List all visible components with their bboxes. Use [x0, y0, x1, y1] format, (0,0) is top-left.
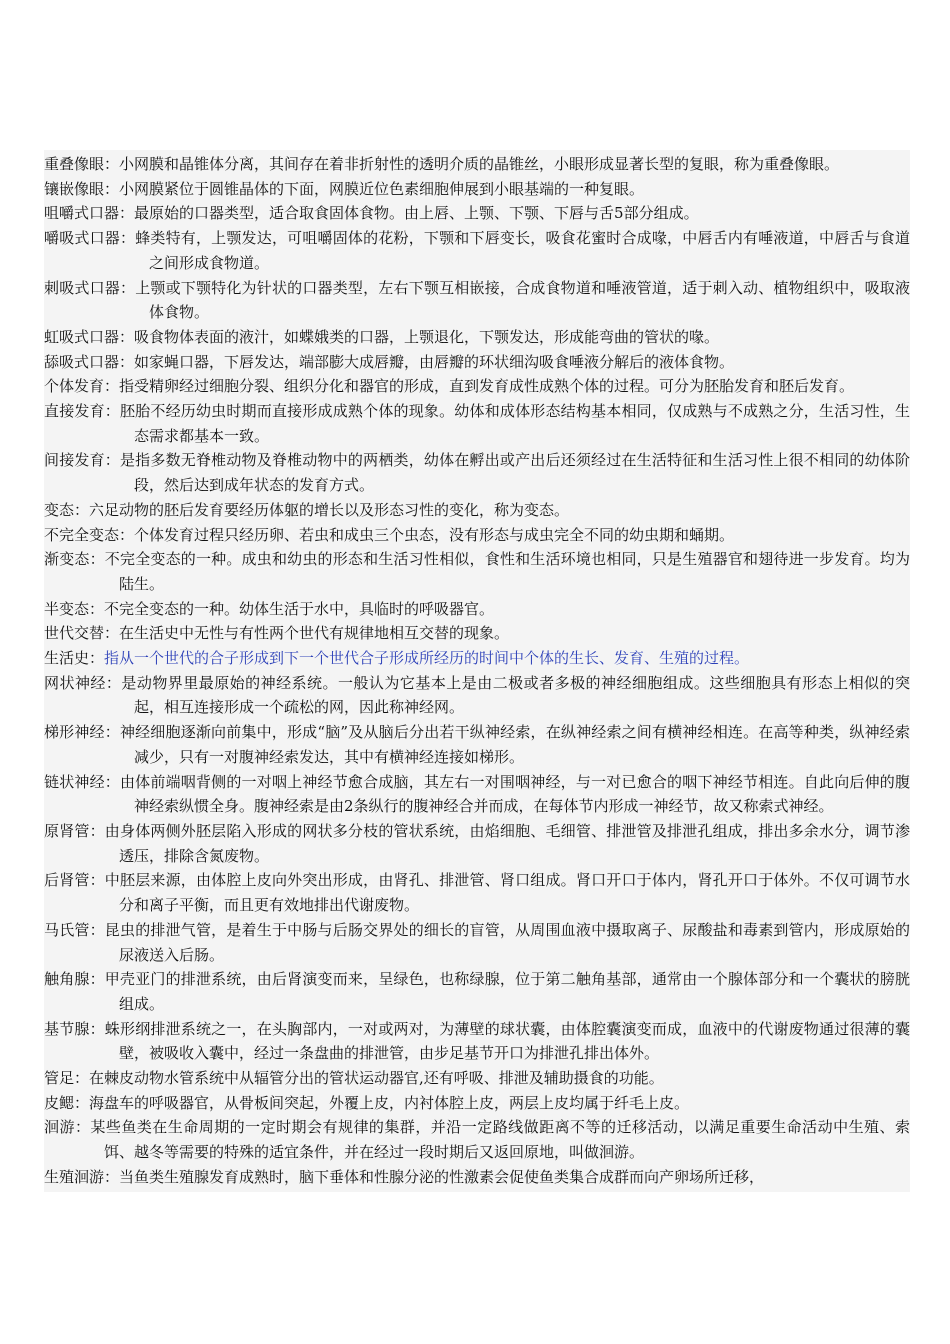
glossary-term: 间接发育： [44, 451, 120, 470]
glossary-definition: 某些鱼类在生命周期的一定时期会有规律的集群，并沿一定路线做距离不等的迁移活动，以满足重要生命活动中生殖、索饵、越冬等需要的特殊的适宜条件，并在经过一段时期后又返回原地，叫做洄游。 [90, 1118, 910, 1162]
glossary-term: 触角腺： [44, 970, 105, 989]
glossary-term: 嚼吸式口器： [44, 229, 136, 248]
glossary-definition: 由体前端咽背侧的一对咽上神经节愈合成脑，其左右一对围咽神经，与一对已愈合的咽下神经节相连。自此向后伸的腹神经索纵惯全身。腹神经索是由2条纵行的腹神经合并而成，在每体节内形成一神经节，故又称索式神经。 [119, 772, 910, 816]
glossary-term: 后肾管： [44, 871, 105, 890]
glossary-term: 生活史： [44, 649, 105, 668]
glossary-entry [44, 1091, 910, 1116]
glossary-term: 舔吸式口器： [44, 352, 135, 371]
glossary-entry [44, 152, 910, 177]
glossary-definition: 神经细胞逐渐向前集中，形成“脑”及从脑后分出若干纵神经索，在纵神经索之间有横神经相连。在高等种类，纵神经索减少，只有一对腹神经索发达，其中有横神经连接如梯形。 [119, 723, 910, 766]
glossary-definition: 海盘车的呼吸器官，从骨板间突起，外覆上皮，内衬体腔上皮，两层上皮均属于纤毛上皮。 [89, 1093, 690, 1112]
glossary-entry [44, 498, 910, 523]
glossary-entry [44, 374, 910, 399]
glossary-term: 变态： [44, 500, 90, 519]
glossary-entry [44, 770, 910, 819]
glossary-term: 世代交替： [44, 624, 120, 643]
glossary-entry [44, 201, 910, 226]
glossary-term: 网状神经： [44, 673, 122, 692]
glossary-definition: 是动物界里最原始的神经系统。一般认为它基本上是由二极或者多极的神经细胞组成。这些细胞具有形态上相似的突起，相互连接形成一个疏松的网，因此称神经网。 [121, 673, 910, 717]
glossary-entry [44, 177, 910, 202]
glossary-term: 镶嵌像眼： [44, 179, 120, 198]
glossary-term: 链状神经： [44, 772, 120, 791]
glossary-definition: 甲壳亚门的排泄系统，由后肾演变而来，呈绿色，也称绿腺，位于第二触角基部，通常由一个腺体部分和一个囊状的膀胱组成。 [104, 970, 910, 1013]
glossary-definition: 最原始的口器类型，适合取食固体食物。由上唇、上颚、下颚、下唇与舌5部分组成。 [134, 204, 699, 223]
glossary-term: 直接发育： [44, 402, 120, 421]
glossary-entry [44, 918, 910, 967]
glossary-term: 管足： [44, 1069, 90, 1088]
glossary-text-block [44, 150, 910, 1192]
glossary-definition: 个体发育过程只经历卵、若虫和成虫三个虫态，没有形态与成虫完全不同的幼虫期和蛹期。 [134, 525, 735, 544]
glossary-term: 重叠像眼： [44, 155, 120, 173]
glossary-entry [44, 226, 910, 275]
glossary-definition: 如家蝇口器，下唇发达，端部膨大成唇瓣，由唇瓣的环状细沟吸食唾液分解后的液体食物。 [134, 352, 735, 371]
glossary-entry [44, 523, 910, 548]
glossary-definition: 指受精卵经过细胞分裂、组织分化和器官的形成，直到发育成性成熟个体的过程。可分为胚胎发育和胚后发育。 [119, 377, 855, 396]
glossary-entry [44, 325, 910, 350]
glossary-term: 渐变态： [44, 550, 105, 569]
glossary-entry [44, 276, 910, 325]
glossary-term: 咀嚼式口器： [44, 204, 135, 223]
glossary-definition: 昆虫的排泄气管，是着生于中肠与后肠交界处的细长的盲管，从周围血液中摄取离子、尿酸盐和毒素到管内，形成原始的尿液送入后肠。 [104, 920, 910, 964]
glossary-term: 梯形神经： [44, 723, 120, 742]
glossary-term: 基节腺： [44, 1019, 105, 1038]
glossary-definition: 蜂类特有，上颚发达，可咀嚼固体的花粉，下颚和下唇变长，吸食花蜜时合成喙，中唇舌内有唾液道，中唇舌与食道之间形成食物道。 [135, 229, 910, 272]
glossary-definition: 中胚层来源，由体腔上皮向外突出形成，由肾孔、排泄管、肾口组成。肾口开口于体内，肾孔开口于体外。不仅可调节水分和离子平衡，而且更有效地排出代谢废物。 [104, 871, 910, 915]
glossary-entry [44, 646, 910, 671]
glossary-term: 洄游： [44, 1118, 91, 1137]
glossary-definition: 指从一个世代的合子形成到下一个世代合子形成所经历的时间中个体的生长、发育、生殖的过程。 [104, 649, 750, 668]
glossary-entry [44, 868, 910, 917]
glossary-definition: 胚胎不经历幼虫时期而直接形成成熟个体的现象。幼体和成体形态结构基本相同，仅成熟与不成熟之分，生活习性，生态需求都基本一致。 [119, 402, 910, 445]
glossary-definition: 蛛形纲排泄系统之一，在头胸部内，一对或两对，为薄壁的球状囊，由体腔囊演变而成，血液中的代谢废物通过很薄的囊壁，被吸收入囊中，经过一条盘曲的排泄管，由步足基节开口为排泄孔排出体外。 [104, 1019, 910, 1063]
glossary-entry [44, 671, 910, 720]
glossary-term: 半变态： [44, 599, 105, 618]
glossary-definition: 由身体两侧外胚层陷入形成的网状多分枝的管状系统，由焰细胞、毛细管、排泄管及排泄孔组成，排出多余水分，调节渗透压，排除含氮废物。 [104, 821, 910, 865]
glossary-definition: 上颚或下颚特化为针状的口器类型，左右下颚互相嵌接，合成食物道和唾液管道，适于刺入动、植物组织中，吸取液体食物。 [135, 278, 910, 322]
glossary-entry [44, 621, 910, 646]
glossary-term: 生殖洄游： [44, 1167, 120, 1186]
glossary-definition: 是指多数无脊椎动物及脊椎动物中的两栖类，幼体在孵出或产出后还须经过在生活特征和生活习性上很不相同的幼体阶段，然后达到成年状态的发育方式。 [119, 451, 910, 495]
glossary-definition: 不完全变态的一种。成虫和幼虫的形态和生活习性相似，食性和生活环境也相同，只是生殖器官和翅待进一步发育。均为陆生。 [104, 550, 910, 593]
glossary-entry [44, 967, 910, 1016]
glossary-term: 虹吸式口器： [44, 327, 135, 346]
glossary-term: 不完全变态： [44, 525, 135, 544]
glossary-definition: 不完全变态的一种。幼体生活于水中，具临时的呼吸器官。 [104, 599, 495, 618]
glossary-entry [44, 1115, 910, 1164]
glossary-definition: 小网膜紧位于圆锥晶体的下面，网膜近位色素细胞伸展到小眼基端的一种复眼。 [119, 179, 645, 198]
glossary-entry [44, 720, 910, 769]
glossary-entry [44, 819, 910, 868]
glossary-term: 刺吸式口器： [44, 278, 136, 297]
glossary-definition: 在生活史中无性与有性两个世代有规律地相互交替的现象。 [119, 624, 510, 643]
glossary-definition: 吸食物体表面的液汁，如蝶娥类的口器，上颚退化，下颚发达，形成能弯曲的管状的喙。 [134, 327, 720, 346]
glossary-entry [44, 448, 910, 497]
glossary-term: 马氏管： [44, 920, 105, 939]
glossary-term: 个体发育： [44, 377, 120, 396]
glossary-definition: 当鱼类生殖腺发育成熟时，脑下垂体和性腺分泌的性激素会促使鱼类集合成群而向产卵场所迁移， [119, 1167, 765, 1186]
glossary-entry [44, 1165, 910, 1190]
glossary-entry [44, 350, 910, 375]
glossary-definition: 在棘皮动物水管系统中从辐管分出的管状运动器官,还有呼吸、排泄及辅助摄食的功能。 [89, 1069, 664, 1088]
glossary-term: 皮鳃： [44, 1093, 90, 1112]
glossary-entry [44, 547, 910, 596]
glossary-entry [44, 597, 910, 622]
glossary-entry [44, 399, 910, 448]
glossary-entry [44, 1066, 910, 1091]
glossary-term: 原肾管： [44, 821, 105, 840]
glossary-definition: 六足动物的胚后发育要经历体躯的增长以及形态习性的变化，称为变态。 [89, 500, 570, 519]
glossary-definition: 小网膜和晶锥体分离，其间存在着非折射性的透明介质的晶锥丝，小眼形成显著长型的复眼，称为重叠像眼。 [119, 155, 840, 173]
glossary-entry [44, 1017, 910, 1066]
